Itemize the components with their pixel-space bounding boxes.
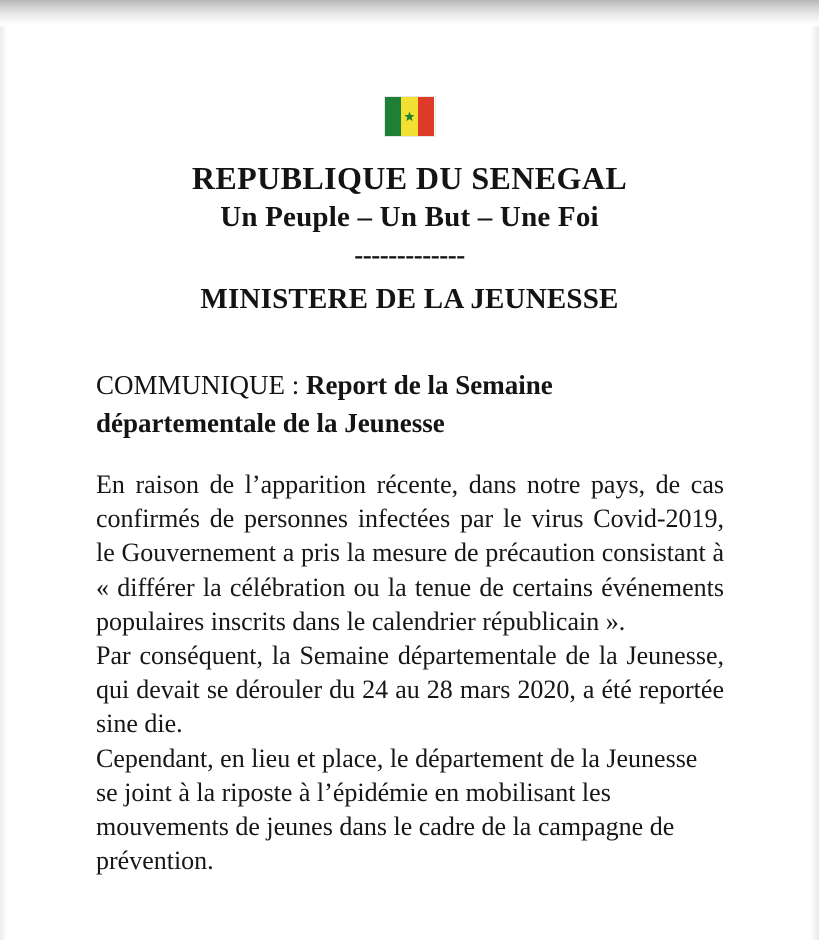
paragraph-3: Cependant, en lieu et place, le département de la Jeunesse se joint à la riposte à l’épidémie en mobilisant les mouvements de jeunes dans le cadre de la campagne de prévention. [96,743,698,876]
communique-label: COMMUNIQUE : [96,370,307,400]
communique-subject: Report de la Semaine départementale de la Jeunesse [96,370,553,438]
paragraph-2: Par conséquent, la Semaine départementale de la Jeunesse, qui devait se dérouler du 24 au 28 mars 2020, a été reportée sine die. [96,641,724,739]
flag-band-red [418,97,435,136]
flag-container [0,96,819,137]
heading-ministry: MINISTERE DE LA JEUNESSE [200,283,619,315]
senegal-flag-icon [384,96,436,137]
flag-band-green [385,97,402,136]
heading-separator-rule: ------------- [354,240,465,270]
communique-title [96,366,724,442]
heading-motto: Un Peuple – Un But – Une Foi [220,201,599,233]
communique-body [96,468,724,878]
paragraph-1: En raison de l’apparition récente, dans notre pays, de cas confirmés de personnes infectées par le virus Covid-2019, le Gouvernement a pris la mesure de précaution consistant à « différer la célébration ou la tenue de certains événements populaires inscrits dans le calendrier républicain ». [96,470,724,636]
heading-republic: REPUBLIQUE DU SENEGAL [191,160,628,196]
flag-star-icon [404,111,415,122]
document-header [0,158,819,318]
